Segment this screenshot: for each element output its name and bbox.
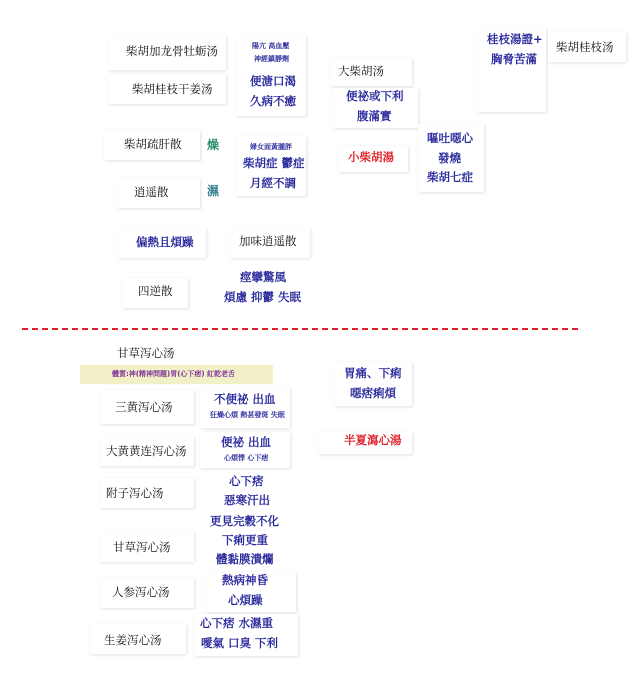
symptom-guizhi-pattern: 桂枝湯證+	[487, 32, 543, 46]
formula-dahuang-huanglian: 大黄黄连泻心汤	[106, 444, 187, 458]
formula-chaihu-shugan: 柴胡疏肝散	[124, 137, 182, 151]
symptom-constipation-diarrhea: 便祕或下利	[346, 89, 404, 103]
symptom-vomit-nausea: 嘔吐噁心	[427, 131, 473, 145]
symptom-worse-diarrhea: 下痢更重	[222, 533, 268, 547]
formula-chaihu-longgu-muli: 柴胡加龙骨牡蛎汤	[126, 44, 218, 58]
formula-gancao: 甘草泻心汤	[113, 540, 171, 554]
symptom-mucosa-ulcer: 體黏膜潰爛	[216, 552, 274, 566]
formula-xiao-chaihu: 小柴胡湯	[348, 150, 394, 164]
symptom-undigested: 更見完穀不化	[210, 514, 279, 528]
formula-chaihu-guizhi: 柴胡桂枝汤	[556, 40, 614, 54]
symptom-fever-coma: 熱病神昏	[222, 573, 268, 587]
dry-label: 燥	[207, 138, 220, 152]
symptom-constipation-bleed: 便祕 出血	[221, 435, 272, 449]
symptom-epigastric: 心下痞	[229, 474, 264, 488]
formula-jiawei-xiaoyao: 加味逍遥散	[239, 234, 297, 248]
symptom-anxiety-insomnia: 煩慮 抑鬱 失眠	[224, 290, 302, 304]
wet-label: 濕	[207, 184, 220, 198]
formula-sanhuang: 三黄泻心汤	[115, 400, 173, 414]
formula-fuzi: 附子泻心汤	[106, 486, 164, 500]
symptom-damp: 心下痞 水濕重	[200, 616, 274, 630]
symptom-spasm: 痙攣驚風	[240, 270, 286, 284]
symptom-chaihu-seven: 柴胡七症	[427, 170, 473, 184]
heat-irritable-label: 偏熱且煩躁	[136, 235, 194, 249]
dahuang-note: 心煩悸 心下痞	[224, 454, 269, 462]
constitution-text: 體質:神(精神問題)胃(心下痞) 紅乾老舌	[112, 370, 236, 378]
symptom-belch-breath: 噯氣 口臭 下利	[201, 636, 279, 650]
section-divider	[22, 328, 578, 330]
symptom-abdominal-fullness: 腹滿實	[357, 109, 392, 123]
symptom-no-constipation-bleed: 不便祕 出血	[214, 392, 276, 406]
symptom-irritability: 心煩躁	[228, 593, 263, 607]
formula-shengjiang: 生姜泻心汤	[104, 633, 162, 647]
formula-sini: 四逆散	[138, 284, 173, 298]
hypertension-note: 陽亢 高血壓	[252, 42, 290, 50]
formula-renshen: 人参泻心汤	[112, 585, 170, 599]
formula-banxia: 半夏瀉心湯	[344, 433, 402, 447]
symptom-chaihu-depression: 柴胡症 鬱症	[243, 156, 305, 170]
symptom-chronic: 久病不癒	[250, 94, 296, 108]
formula-xiaoyao: 逍遥散	[134, 185, 169, 199]
symptom-menstrual: 月經不調	[250, 176, 296, 190]
women-face-note: 婦女面黃腫胖	[250, 143, 292, 151]
sedative-note: 神經鎮靜劑	[254, 55, 289, 63]
symptom-nausea-distress: 噁痞痢煩	[350, 386, 396, 400]
symptom-chest-fullness: 胸脅苦滿	[491, 52, 537, 66]
sanhuang-note: 狂燥心煩 熱甚發斑 失眠	[210, 411, 285, 419]
formula-da-chaihu: 大柴胡汤	[338, 64, 384, 78]
symptom-stomach-diarrhea: 胃痛、下痢	[344, 366, 402, 380]
symptom-chills-sweat: 惡寒汗出	[224, 493, 270, 507]
symptom-fever: 發燒	[438, 151, 461, 165]
symptom-loose-stool-thirst: 便溏口渴	[250, 74, 296, 88]
lower-title: 甘草泻心汤	[117, 346, 175, 360]
formula-chaihu-guizhi-ganjiang: 柴胡桂枝干姜汤	[132, 82, 213, 96]
